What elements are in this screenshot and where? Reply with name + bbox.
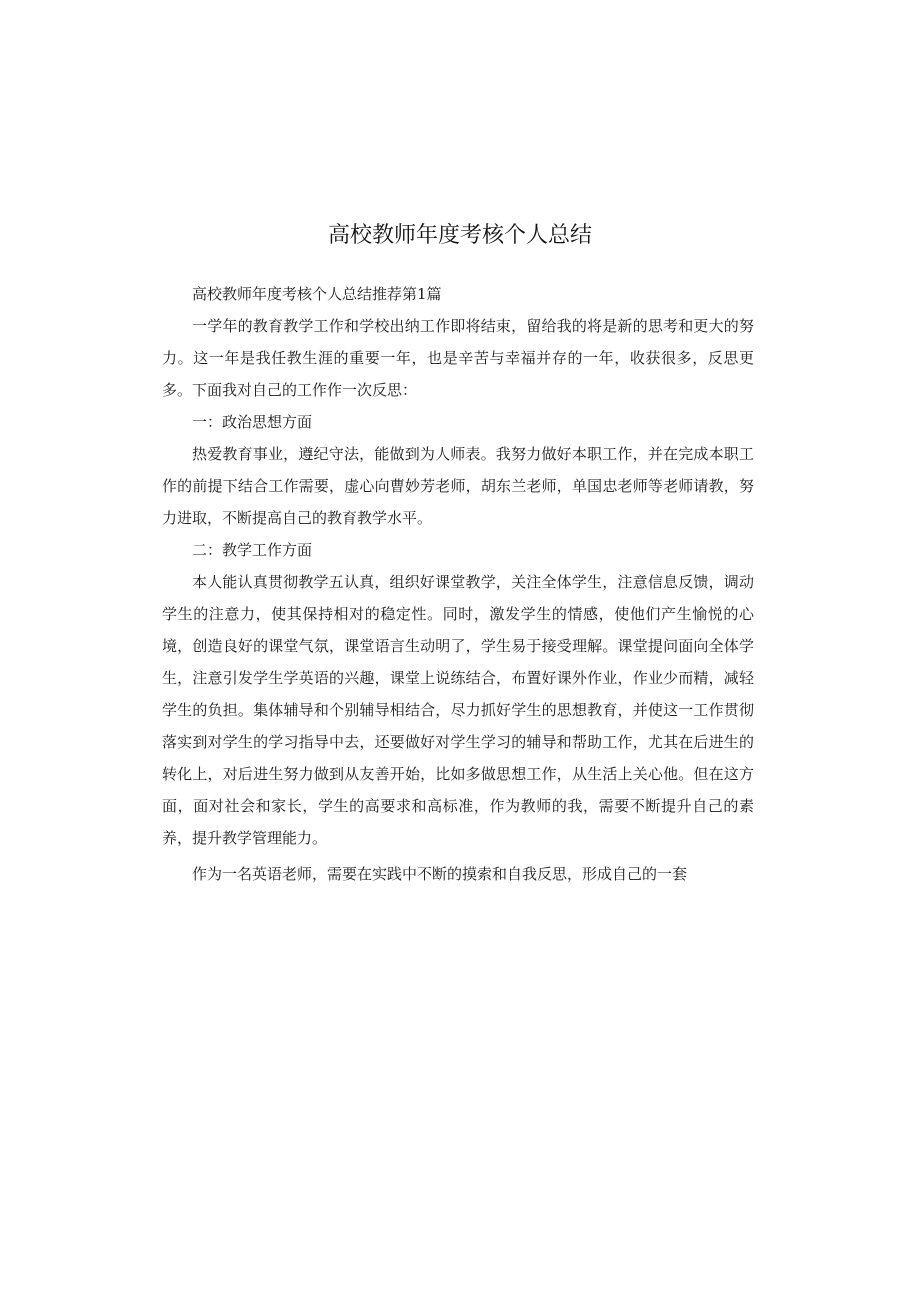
heading-teaching: 二：教学工作方面 bbox=[192, 541, 313, 559]
political-paragraph: 热爱教育事业，遵纪守法，能做到为人师表。我努力做好本职工作，并在完成本职工作的前提下结合工作需要，虚心向曹妙芳老师，胡东兰老师，单国忠老师等老师请教，努力进取，不断提高自己的教育教学水平。 bbox=[162, 445, 754, 527]
english-teacher-paragraph: 作为一名英语老师，需要在实践中不断的摸索和自我反思，形成自己的一套 bbox=[192, 865, 688, 883]
intro-paragraph: 一学年的教育教学工作和学校出纳工作即将结束，留给我的将是新的思考和更大的努力。这一年是我任教生涯的重要一年，也是辛苦与幸福并存的一年，收获很多，反思更多。下面我对自己的工作作一次反思： bbox=[162, 317, 754, 399]
section-subtitle: 高校教师年度考核个人总结推荐第1篇 bbox=[192, 285, 442, 303]
heading-political: 一：政治思想方面 bbox=[192, 413, 313, 431]
document-title: 高校教师年度考核个人总结 bbox=[327, 223, 592, 248]
teaching-paragraph: 本人能认真贯彻教学五认真，组织好课堂教学，关注全体学生，注意信息反馈，调动学生的注意力，使其保持相对的稳定性。同时，激发学生的情感，使他们产生愉悦的心境，创造良好的课堂气氛，课堂语言生动明了，学生易于接受理解。课堂提问面向全体学生，注意引发学生学英语的兴趣，课堂上说练结合，布置好课外作业，作业少而精，减轻学生的负担。集体辅导和个别辅导相结合，尽力抓好学生的思想教育，并使这一工作贯彻落实到对学生的学习指导中去，还要做好对学生学习的辅导和帮助工作，尤其在后进生的转化上，对后进生努力做到从友善开始，比如多做思想工作，从生活上关心他。但在这方面，面对社会和家长，学生的高要求和高标准，作为教师的我，需要不断提升自己的素养，提升教学管理能力。 bbox=[162, 573, 754, 847]
document-body bbox=[162, 278, 754, 890]
